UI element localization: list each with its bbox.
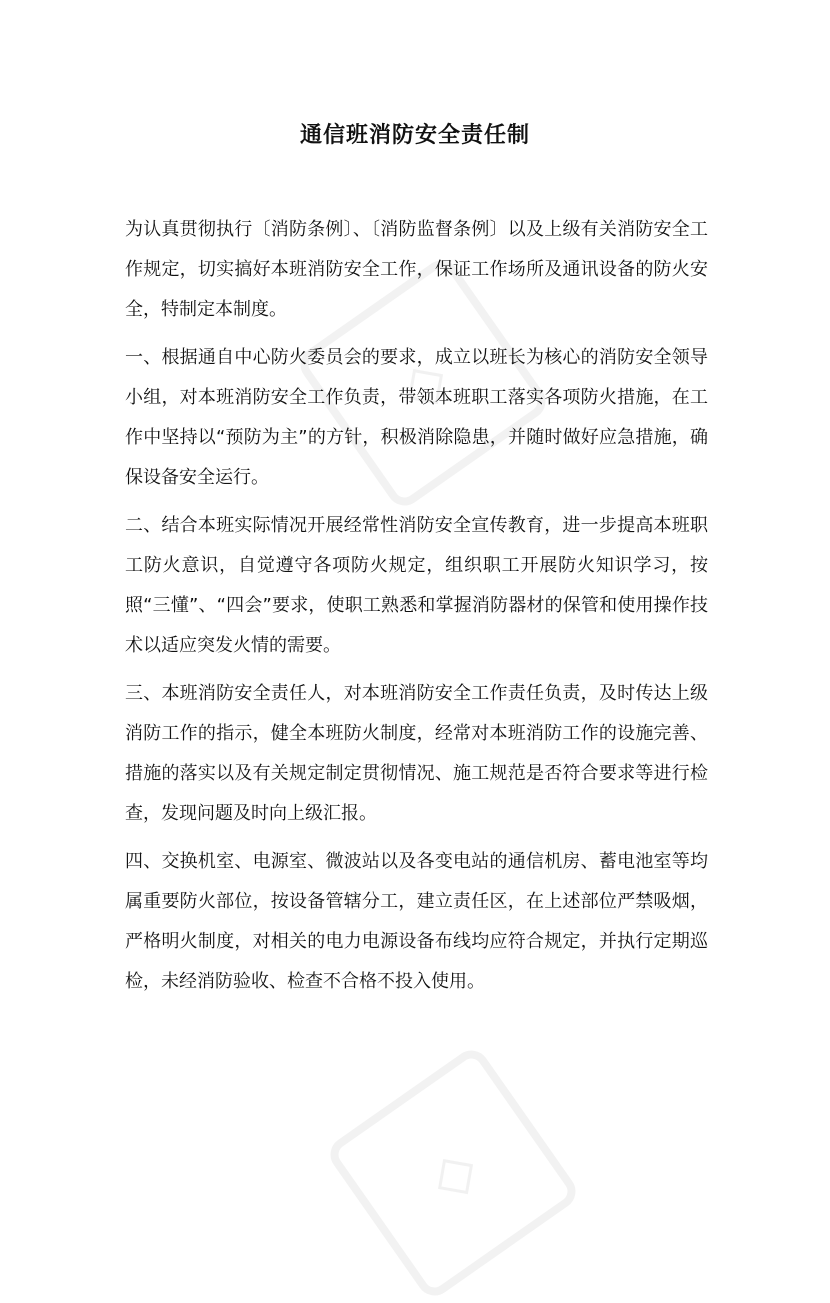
watermark-stamp: ◇ [293,253,552,512]
watermark-stamp: ◇ [323,1043,582,1302]
paragraph-section-3: 三、本班消防安全责任人，对本班消防安全工作责任负责，及时传达上级消防工作的指示，健全本班防火制度，经常对本班消防工作的设施完善、措施的落实以及有关规定制定贯彻情况、施工规范是否符合要求等进行检查，发现问题及时向上级汇报。 [125,683,708,824]
document-title: 通信班消防安全责任制 [299,123,530,148]
paragraph-section-2: 二、结合本班实际情况开展经常性消防安全宣传教育，进一步提高本班职工防火意识，自觉遵守各项防火规定，组织职工开展防火知识学习，按照“三懂”、“四会”要求，使职工熟悉和掌握消防器材的保管和使用操作技术以适应突发火情的需要。 [125,515,708,656]
paragraph-section-1: 一、根据通自中心防火委员会的要求，成立以班长为核心的消防安全领导小组，对本班消防安全工作负责，带领本班职工落实各项防火措施，在工作中坚持以“预防为主”的方针，积极消除隐患，并随时做好应急措施，确保设备安全运行。 [125,347,708,488]
paragraph-intro: 为认真贯彻执行〔消防条例〕、〔消防监督条例〕以及上级有关消防安全工作规定，切实搞好本班消防安全工作，保证工作场所及通讯设备的防火安全，特制定本制度。 [125,219,708,320]
document-body [125,210,708,1002]
paragraph-section-4: 四、交换机室、电源室、微波站以及各变电站的通信机房、蓄电池室等均属重要防火部位，按设备管辖分工，建立责任区，在上述部位严禁吸烟，严格明火制度，对相关的电力电源设备布线均应符合规定，并执行定期巡检，未经消防验收、检查不合格不投入使用。 [125,851,708,992]
